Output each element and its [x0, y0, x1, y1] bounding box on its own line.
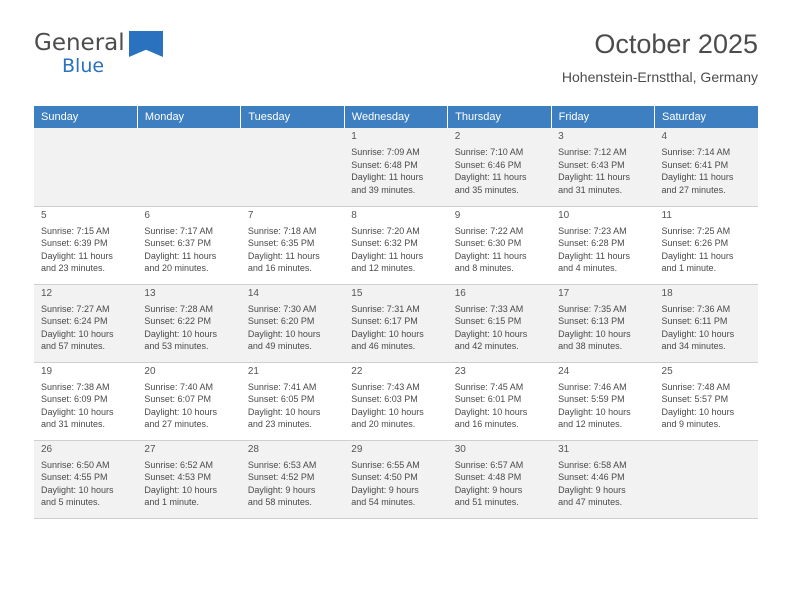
day-info-line: Sunrise: 7:09 AM: [351, 147, 420, 157]
day-info-line: Sunrise: 7:22 AM: [454, 225, 524, 236]
day-info-line: Sunset: 6:17 PM: [351, 316, 418, 326]
day-info-line: Sunset: 5:59 PM: [558, 394, 625, 404]
day-info-line: Sunrise: 6:50 AM: [41, 459, 110, 470]
calendar-day-cell[interactable]: [655, 362, 758, 440]
day-number: 13: [144, 287, 156, 299]
calendar-day-cell[interactable]: [344, 206, 447, 284]
day-info-line: Sunrise: 7:30 AM: [247, 303, 317, 314]
day-number: 22: [351, 365, 363, 377]
calendar-day-cell[interactable]: [551, 206, 654, 284]
day-number: 8: [351, 209, 357, 221]
calendar-day-cell[interactable]: [137, 284, 240, 362]
day-info-line: Daylight: 10 hours: [558, 406, 631, 417]
day-info-line: Sunset: 6:48 PM: [351, 159, 418, 170]
day-info-line: Sunset: 4:52 PM: [247, 472, 315, 482]
day-info-line: Sunrise: 6:57 AM: [454, 459, 524, 470]
day-info-line: Daylight: 10 hours: [454, 328, 528, 339]
calendar-day-cell[interactable]: [551, 440, 654, 518]
calendar-day-cell[interactable]: [655, 128, 758, 206]
day-info-line: and 31 minutes.: [41, 419, 106, 429]
day-info-line: Daylight: 11 hours: [661, 172, 734, 182]
page-header: [34, 26, 758, 100]
day-number: 24: [558, 365, 570, 377]
weekday-header-wednesday: Wednesday: [344, 106, 447, 128]
day-info-line: Sunset: 6:37 PM: [144, 238, 211, 248]
day-number: 18: [661, 287, 673, 299]
day-info-line: and 58 minutes.: [247, 497, 312, 507]
day-info-line: Sunrise: 7:45 AM: [454, 381, 524, 392]
day-info-line: Sunset: 6:46 PM: [454, 159, 522, 170]
logo-text-blue: Blue: [62, 55, 105, 77]
day-info-line: Sunset: 6:43 PM: [558, 159, 625, 170]
calendar-day-cell[interactable]: [344, 362, 447, 440]
day-info-line: Sunrise: 7:35 AM: [558, 303, 627, 314]
day-number: 27: [144, 443, 156, 455]
day-number: 11: [661, 209, 672, 221]
day-number: 23: [454, 365, 466, 377]
calendar-day-cell[interactable]: [34, 206, 137, 284]
day-info-line: Sunset: 4:48 PM: [454, 472, 522, 482]
day-info-line: Sunrise: 7:14 AM: [661, 147, 731, 157]
calendar-day-cell[interactable]: [448, 206, 551, 284]
day-number: 29: [351, 443, 363, 455]
day-info-line: and 5 minutes.: [41, 497, 101, 507]
calendar-day-cell[interactable]: [241, 440, 344, 518]
day-number: 20: [144, 365, 156, 377]
day-info-line: Sunrise: 7:25 AM: [661, 225, 731, 236]
day-info-line: Sunset: 4:50 PM: [351, 472, 418, 482]
calendar-week-row: [34, 362, 758, 440]
day-info-line: Sunrise: 7:48 AM: [661, 381, 731, 392]
logo: [34, 26, 234, 76]
day-info-line: Daylight: 10 hours: [41, 484, 114, 495]
calendar-day-cell[interactable]: [137, 206, 240, 284]
day-number: 21: [247, 365, 259, 377]
day-info-line: Daylight: 10 hours: [247, 406, 321, 417]
day-info-line: Daylight: 11 hours: [144, 250, 217, 261]
day-info-line: Sunrise: 7:28 AM: [144, 303, 213, 314]
calendar-cell-empty: [655, 440, 758, 518]
day-info-line: Sunset: 6:07 PM: [144, 394, 211, 404]
calendar-week-row: [34, 206, 758, 284]
calendar-day-cell[interactable]: [241, 362, 344, 440]
day-info-line: Daylight: 10 hours: [661, 328, 735, 339]
day-info-line: Daylight: 11 hours: [454, 172, 527, 182]
day-info-line: Daylight: 10 hours: [454, 406, 528, 417]
day-info-line: Sunset: 4:53 PM: [144, 472, 211, 482]
day-info-line: Sunset: 6:20 PM: [247, 316, 315, 326]
day-number: 1: [351, 131, 357, 142]
day-info-line: Sunset: 6:28 PM: [558, 238, 625, 248]
day-number: 15: [351, 287, 363, 299]
day-info-line: Daylight: 10 hours: [247, 328, 321, 339]
day-info-line: Sunset: 6:35 PM: [247, 238, 315, 248]
day-info-line: Sunset: 6:05 PM: [247, 394, 315, 404]
day-info-line: Sunrise: 7:18 AM: [247, 225, 317, 236]
day-info-line: and 42 minutes.: [454, 341, 519, 351]
day-info-line: and 1 minute.: [144, 497, 199, 507]
day-info-line: and 34 minutes.: [661, 341, 726, 351]
calendar-week-row: [34, 440, 758, 518]
day-info-line: Daylight: 10 hours: [144, 484, 217, 495]
day-number: 19: [41, 365, 53, 377]
calendar-day-cell[interactable]: [655, 284, 758, 362]
calendar-day-cell[interactable]: [34, 440, 137, 518]
day-info-line: and 23 minutes.: [247, 419, 312, 429]
day-info-line: Daylight: 10 hours: [558, 328, 631, 339]
day-info-line: and 16 minutes.: [454, 419, 519, 429]
day-number: 31: [558, 443, 570, 455]
weekday-header-friday: Friday: [551, 106, 654, 128]
day-number: 25: [661, 365, 673, 377]
day-info-line: and 46 minutes.: [351, 341, 416, 351]
calendar-day-cell[interactable]: [241, 284, 344, 362]
day-number: 17: [558, 287, 570, 299]
day-number: 4: [661, 131, 668, 142]
day-number: 26: [41, 443, 53, 455]
calendar-cell-empty: [34, 128, 137, 206]
weekday-header-monday: Monday: [137, 106, 240, 128]
day-info-line: Sunrise: 7:12 AM: [558, 147, 627, 157]
day-info-line: Sunrise: 7:38 AM: [41, 381, 110, 392]
calendar-day-cell[interactable]: [344, 128, 447, 206]
day-number: 6: [144, 209, 150, 221]
calendar-day-cell[interactable]: [448, 128, 551, 206]
calendar-cell-empty: [241, 128, 344, 206]
day-number: 9: [454, 209, 461, 221]
day-info-line: Sunrise: 7:31 AM: [351, 303, 420, 314]
day-info-line: and 20 minutes.: [351, 419, 416, 429]
day-info-line: and 27 minutes.: [661, 184, 726, 195]
calendar-day-cell[interactable]: [34, 284, 137, 362]
day-info-line: and 16 minutes.: [247, 263, 312, 273]
day-info-line: and 1 minute.: [661, 263, 717, 273]
day-info-line: Daylight: 11 hours: [558, 250, 630, 261]
day-info-line: Sunset: 6:15 PM: [454, 316, 522, 326]
day-info-line: and 27 minutes.: [144, 419, 209, 429]
day-info-line: and 57 minutes.: [41, 341, 106, 351]
day-number: 2: [454, 131, 461, 142]
day-info-line: Sunset: 6:41 PM: [661, 159, 729, 170]
day-info-line: and 20 minutes.: [144, 263, 209, 273]
day-info-line: Daylight: 10 hours: [351, 328, 424, 339]
day-info-line: and 4 minutes.: [558, 263, 618, 273]
day-info-line: Sunset: 6:11 PM: [661, 316, 728, 326]
day-info-line: and 49 minutes.: [247, 341, 312, 351]
day-info-line: and 54 minutes.: [351, 497, 416, 507]
day-info-line: Sunrise: 7:20 AM: [351, 225, 420, 236]
calendar-table: [34, 106, 758, 519]
day-info-line: Sunrise: 6:53 AM: [247, 459, 317, 470]
day-info-line: Sunset: 6:24 PM: [41, 316, 108, 326]
day-number: 10: [558, 209, 570, 221]
day-info-line: and 51 minutes.: [454, 497, 519, 507]
calendar-body: [34, 128, 758, 518]
day-info-line: Sunrise: 7:46 AM: [558, 381, 627, 392]
day-info-line: Daylight: 9 hours: [454, 484, 523, 495]
page-subtitle: Hohenstein-Ernstthal, Germany: [561, 69, 758, 85]
day-info-line: and 47 minutes.: [558, 497, 623, 507]
day-info-line: Sunrise: 7:43 AM: [351, 381, 420, 392]
day-number: 5: [41, 209, 47, 221]
day-info-line: Daylight: 11 hours: [661, 250, 734, 261]
day-info-line: and 12 minutes.: [558, 419, 623, 429]
day-info-line: Daylight: 10 hours: [144, 328, 217, 339]
day-info-line: Daylight: 9 hours: [558, 484, 626, 495]
day-info-line: Daylight: 11 hours: [454, 250, 527, 261]
day-info-line: Sunset: 6:03 PM: [351, 394, 418, 404]
day-info-line: Daylight: 10 hours: [351, 406, 424, 417]
day-info-line: Daylight: 9 hours: [351, 484, 419, 495]
day-info-line: Sunrise: 6:58 AM: [558, 459, 627, 470]
day-info-line: Sunrise: 7:41 AM: [247, 381, 317, 392]
day-info-line: Sunset: 6:30 PM: [454, 238, 522, 248]
day-info-line: Daylight: 10 hours: [661, 406, 735, 417]
day-number: 3: [558, 131, 564, 142]
day-info-line: Sunset: 4:46 PM: [558, 472, 625, 482]
day-info-line: Sunset: 6:01 PM: [454, 394, 522, 404]
calendar-day-cell[interactable]: [448, 440, 551, 518]
calendar-day-cell[interactable]: [344, 440, 447, 518]
day-info-line: Sunrise: 7:10 AM: [454, 147, 524, 157]
day-info-line: Daylight: 11 hours: [247, 250, 320, 261]
day-number: 12: [41, 287, 53, 299]
calendar-day-cell[interactable]: [34, 362, 137, 440]
day-info-line: Sunrise: 7:40 AM: [144, 381, 213, 392]
day-info-line: Sunset: 6:26 PM: [661, 238, 729, 248]
weekday-header-sunday: Sunday: [34, 106, 137, 128]
calendar-cell-empty: [137, 128, 240, 206]
calendar-day-cell[interactable]: [551, 362, 654, 440]
day-info-line: Sunrise: 7:27 AM: [41, 303, 110, 314]
day-info-line: Sunset: 6:09 PM: [41, 394, 108, 404]
day-info-line: and 9 minutes.: [661, 419, 721, 429]
calendar-week-row: [34, 128, 758, 206]
day-info-line: Sunrise: 6:55 AM: [351, 459, 420, 470]
day-number: 16: [454, 287, 466, 299]
day-info-line: Sunrise: 7:17 AM: [144, 225, 213, 236]
day-info-line: and 23 minutes.: [41, 263, 106, 273]
day-info-line: and 53 minutes.: [144, 341, 209, 351]
flag-icon: [129, 31, 163, 57]
calendar-day-cell[interactable]: [551, 284, 654, 362]
day-info-line: and 35 minutes.: [454, 184, 519, 195]
calendar-day-cell[interactable]: [344, 284, 447, 362]
calendar-day-cell[interactable]: [551, 128, 654, 206]
day-info-line: Daylight: 11 hours: [41, 250, 113, 261]
day-number: 30: [454, 443, 466, 455]
calendar-day-cell[interactable]: [448, 284, 551, 362]
page-title: October 2025: [594, 29, 758, 59]
day-info-line: Sunrise: 7:36 AM: [661, 303, 731, 314]
day-info-line: Sunset: 6:32 PM: [351, 238, 418, 248]
day-info-line: Daylight: 11 hours: [351, 172, 424, 182]
weekday-header-saturday: Saturday: [655, 106, 758, 128]
day-info-line: Daylight: 10 hours: [144, 406, 217, 417]
day-info-line: Sunrise: 6:52 AM: [144, 459, 213, 470]
day-info-line: and 8 minutes.: [454, 263, 514, 273]
day-info-line: Sunrise: 7:33 AM: [454, 303, 524, 314]
day-info-line: Sunrise: 7:15 AM: [41, 225, 110, 236]
calendar-day-cell[interactable]: [137, 440, 240, 518]
weekday-header-tuesday: Tuesday: [241, 106, 344, 128]
day-info-line: and 31 minutes.: [558, 184, 623, 195]
day-info-line: Daylight: 9 hours: [247, 484, 316, 495]
day-info-line: Sunset: 6:22 PM: [144, 316, 211, 326]
day-info-line: Sunset: 6:13 PM: [558, 316, 625, 326]
calendar-day-cell[interactable]: [655, 206, 758, 284]
day-info-line: and 39 minutes.: [351, 184, 416, 195]
day-info-line: and 12 minutes.: [351, 263, 416, 273]
weekday-header-thursday: Thursday: [448, 106, 551, 128]
day-info-line: Daylight: 10 hours: [41, 406, 114, 417]
day-info-line: and 38 minutes.: [558, 341, 623, 351]
calendar-day-cell[interactable]: [137, 362, 240, 440]
day-info-line: Daylight: 11 hours: [558, 172, 630, 182]
day-info-line: Sunset: 6:39 PM: [41, 238, 108, 248]
day-info-line: Sunset: 4:55 PM: [41, 472, 108, 482]
day-number: 28: [247, 443, 259, 455]
day-info-line: Sunset: 5:57 PM: [661, 394, 729, 404]
logo-text-general: General: [34, 30, 125, 56]
day-info-line: Sunrise: 7:23 AM: [558, 225, 627, 236]
day-info-line: Daylight: 10 hours: [41, 328, 114, 339]
weekday-header-row: [34, 106, 758, 128]
calendar-day-cell[interactable]: [241, 206, 344, 284]
title-block: [562, 26, 758, 86]
calendar-week-row: [34, 284, 758, 362]
day-number: 7: [247, 209, 254, 221]
day-number: 14: [247, 287, 259, 299]
calendar-day-cell[interactable]: [448, 362, 551, 440]
day-info-line: Daylight: 11 hours: [351, 250, 424, 261]
